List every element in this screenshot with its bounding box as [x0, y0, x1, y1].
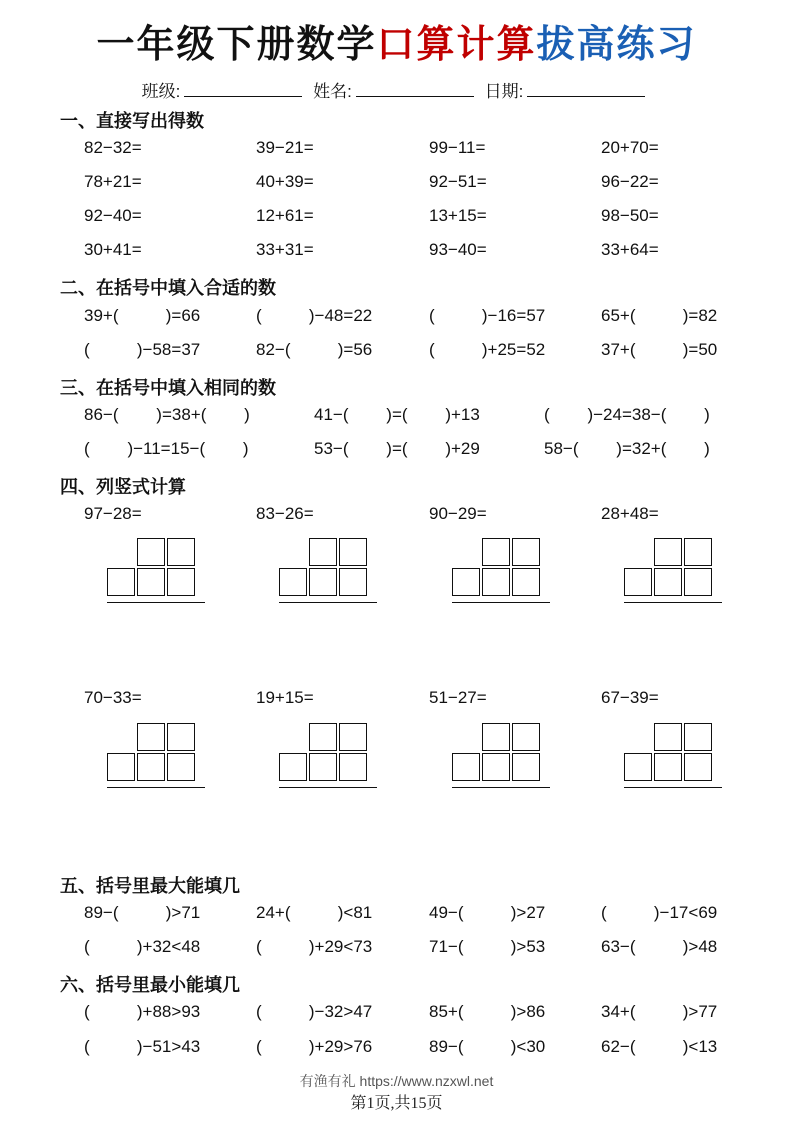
- min-fill-problem: 89−( )<30: [429, 1037, 546, 1056]
- digit-box[interactable]: [684, 568, 712, 596]
- fill-in-problem: ( )−16=57: [429, 306, 546, 325]
- vertical-calc-grid: [624, 538, 724, 610]
- problem: 98−50=: [601, 206, 659, 225]
- digit-box[interactable]: [452, 753, 480, 781]
- digit-box[interactable]: [167, 568, 195, 596]
- page-number: 第1页,共15页: [350, 1095, 443, 1112]
- digit-box[interactable]: [339, 753, 367, 781]
- problem: 96−22=: [601, 172, 659, 191]
- problem: 12+61=: [256, 206, 314, 225]
- digit-box[interactable]: [482, 568, 510, 596]
- title-part-practice: 拔高练习: [536, 24, 697, 66]
- vertical-problem-label: 97−28=: [84, 504, 142, 523]
- digit-box[interactable]: [137, 753, 165, 781]
- problem: 39−21=: [256, 138, 314, 157]
- min-fill-problem: ( )+88>93: [84, 1002, 201, 1021]
- footer-watermark: 有渔有礼 https://www.nzxwl.net: [299, 1073, 494, 1089]
- vertical-calc-grid: [107, 723, 207, 795]
- min-fill-problem: 85+( )>86: [429, 1002, 546, 1021]
- name-label: 姓名:: [313, 82, 352, 101]
- same-number-problem: 58−( )=32+( ): [544, 439, 710, 458]
- digit-box[interactable]: [654, 568, 682, 596]
- digit-box[interactable]: [167, 538, 195, 566]
- same-number-problem: ( )−11=15−( ): [84, 439, 249, 458]
- min-fill-problem: ( )+29>76: [256, 1037, 373, 1056]
- s1-row-3: [84, 203, 744, 229]
- problem: 40+39=: [256, 172, 314, 191]
- fill-in-problem: ( )+25=52: [429, 340, 546, 359]
- digit-box[interactable]: [624, 753, 652, 781]
- s1-row-1: [84, 135, 744, 161]
- fill-in-problem: ( )−48=22: [256, 306, 373, 325]
- problem: 92−40=: [84, 206, 142, 225]
- vertical-calc-grid: [624, 723, 724, 795]
- s5-row-2: [84, 934, 744, 960]
- digit-box[interactable]: [279, 568, 307, 596]
- class-label: 班级:: [141, 82, 181, 101]
- max-fill-problem: ( )+29<73: [256, 937, 373, 956]
- vertical-calc-grid: [107, 538, 207, 610]
- digit-box[interactable]: [452, 568, 480, 596]
- s3-row-2: [84, 436, 744, 462]
- problem: 20+70=: [601, 138, 659, 157]
- s1-row-2: [84, 169, 744, 195]
- max-fill-problem: 71−( )>53: [429, 937, 546, 956]
- vertical-problem-label: 70−33=: [84, 688, 142, 707]
- s1-row-4: [84, 237, 744, 263]
- section-3-heading: 三、在括号中填入相同的数: [60, 378, 276, 398]
- max-fill-problem: 89−( )>71: [84, 903, 201, 922]
- digit-box[interactable]: [137, 538, 165, 566]
- digit-box[interactable]: [339, 568, 367, 596]
- section-2-heading: 二、在括号中填入合适的数: [60, 278, 276, 298]
- section-1-heading: 一、直接写出得数: [60, 111, 204, 131]
- answer-line: [624, 787, 722, 788]
- min-fill-problem: ( )−32>47: [256, 1002, 373, 1021]
- vertical-calc-grid: [452, 723, 552, 795]
- problem: 93−40=: [429, 240, 487, 259]
- digit-box[interactable]: [279, 753, 307, 781]
- digit-box[interactable]: [309, 753, 337, 781]
- vertical-calc-grid: [452, 538, 552, 610]
- problem: 33+31=: [256, 240, 314, 259]
- min-fill-problem: ( )−51>43: [84, 1037, 201, 1056]
- problem: 33+64=: [601, 240, 659, 259]
- digit-box[interactable]: [137, 723, 165, 751]
- answer-line: [624, 602, 722, 603]
- digit-box[interactable]: [482, 538, 510, 566]
- digit-box[interactable]: [482, 753, 510, 781]
- s3-row-1: [84, 402, 744, 428]
- section-5-heading: 五、括号里最大能填几: [60, 876, 240, 896]
- date-label: 日期:: [484, 82, 524, 101]
- answer-line: [107, 787, 205, 788]
- answer-line: [279, 787, 377, 788]
- digit-box[interactable]: [684, 723, 712, 751]
- digit-box[interactable]: [512, 538, 540, 566]
- name-blank[interactable]: [356, 80, 474, 97]
- digit-box[interactable]: [684, 753, 712, 781]
- same-number-problem: ( )−24=38−( ): [544, 405, 710, 424]
- s2-row-1: [84, 303, 744, 329]
- problem: 13+15=: [429, 206, 487, 225]
- same-number-problem: 41−( )=( )+13: [314, 405, 480, 424]
- max-fill-problem: ( )+32<48: [84, 937, 201, 956]
- digit-box[interactable]: [482, 723, 510, 751]
- digit-box[interactable]: [107, 753, 135, 781]
- problem: 78+21=: [84, 172, 142, 191]
- answer-line: [107, 602, 205, 603]
- vertical-problem-label: 67−39=: [601, 688, 659, 707]
- title-part-grade: 一年级下册数学: [96, 24, 377, 66]
- problem: 99−11=: [429, 138, 486, 157]
- vertical-problem-label: 83−26=: [256, 504, 314, 523]
- min-fill-problem: 62−( )<13: [601, 1037, 718, 1056]
- max-fill-problem: 63−( )>48: [601, 937, 718, 956]
- class-blank[interactable]: [184, 80, 302, 97]
- digit-box[interactable]: [512, 723, 540, 751]
- digit-box[interactable]: [654, 538, 682, 566]
- answer-line: [452, 787, 550, 788]
- digit-box[interactable]: [654, 753, 682, 781]
- digit-box[interactable]: [654, 723, 682, 751]
- fill-in-problem: 65+( )=82: [601, 306, 718, 325]
- digit-box[interactable]: [512, 753, 540, 781]
- fill-in-problem: 39+( )=66: [84, 306, 201, 325]
- vertical-calc-grid: [279, 538, 379, 610]
- problem: 82−32=: [84, 138, 142, 157]
- max-fill-problem: ( )−17<69: [601, 903, 718, 922]
- digit-box[interactable]: [309, 723, 337, 751]
- digit-box[interactable]: [309, 538, 337, 566]
- answer-line: [279, 602, 377, 603]
- same-number-problem: 86−( )=38+( ): [84, 405, 250, 424]
- vertical-problem-label: 51−27=: [429, 688, 487, 707]
- max-fill-problem: 49−( )>27: [429, 903, 546, 922]
- fill-in-problem: ( )−58=37: [84, 340, 201, 359]
- digit-box[interactable]: [167, 723, 195, 751]
- page-title: [0, 18, 793, 72]
- digit-box[interactable]: [624, 568, 652, 596]
- digit-box[interactable]: [684, 538, 712, 566]
- same-number-problem: 53−( )=( )+29: [314, 439, 480, 458]
- s6-row-1: [84, 999, 744, 1025]
- min-fill-problem: 34+( )>77: [601, 1002, 718, 1021]
- title-part-topic: 口算计算: [376, 24, 537, 66]
- problem: 30+41=: [84, 240, 142, 259]
- s6-row-2: [84, 1034, 744, 1060]
- digit-box[interactable]: [339, 723, 367, 751]
- date-blank[interactable]: [527, 80, 645, 97]
- digit-box[interactable]: [167, 753, 195, 781]
- answer-line: [452, 602, 550, 603]
- max-fill-problem: 24+( )<81: [256, 903, 373, 922]
- vertical-problem-label: 90−29=: [429, 504, 487, 523]
- fill-in-problem: 37+( )=50: [601, 340, 718, 359]
- s2-row-2: [84, 337, 744, 363]
- digit-box[interactable]: [137, 568, 165, 596]
- vertical-problem-label: 28+48=: [601, 504, 659, 523]
- digit-box[interactable]: [309, 568, 337, 596]
- s5-row-1: [84, 900, 744, 926]
- digit-box[interactable]: [512, 568, 540, 596]
- student-info-line: [0, 80, 793, 104]
- vertical-calc-grid: [279, 723, 379, 795]
- fill-in-problem: 82−( )=56: [256, 340, 373, 359]
- vertical-problem-label: 19+15=: [256, 688, 314, 707]
- problem: 92−51=: [429, 172, 487, 191]
- section-4-heading: 四、列竖式计算: [60, 477, 186, 497]
- digit-box[interactable]: [339, 538, 367, 566]
- section-6-heading: 六、括号里最小能填几: [60, 975, 240, 995]
- digit-box[interactable]: [107, 568, 135, 596]
